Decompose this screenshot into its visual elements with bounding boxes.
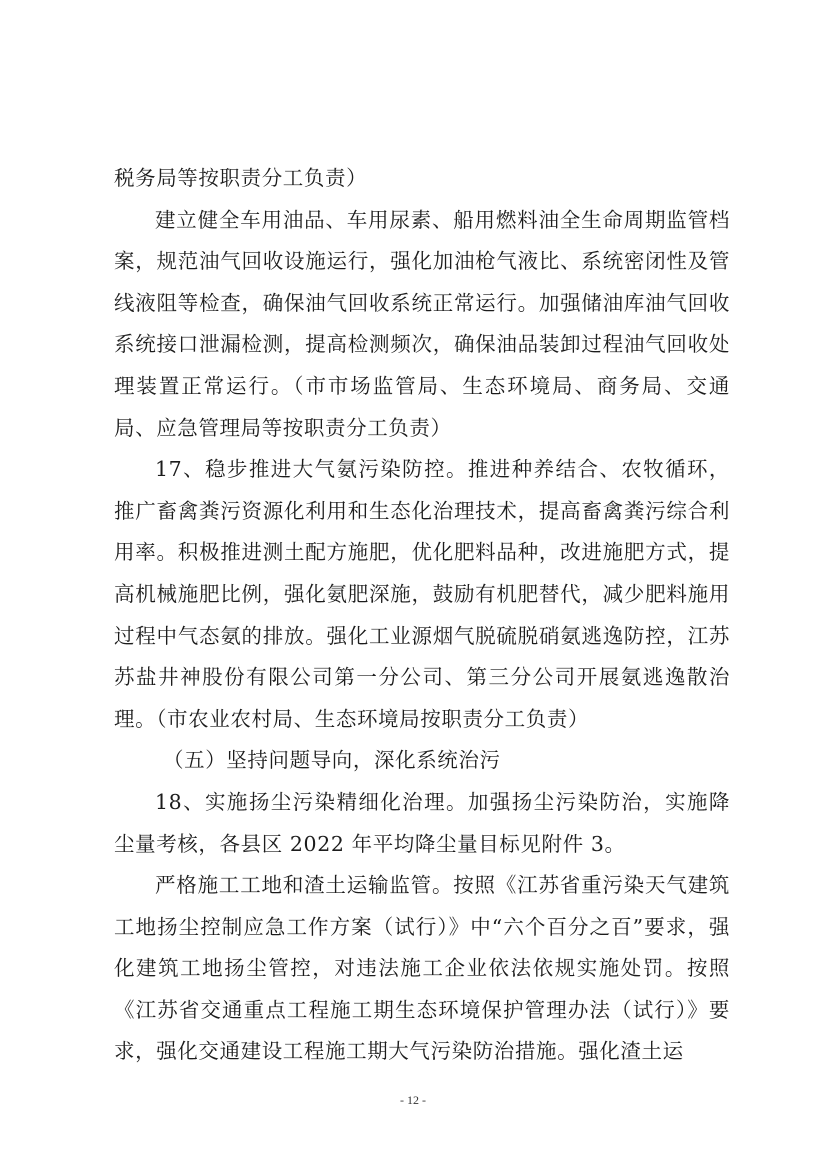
- document-body: [114, 158, 730, 1073]
- paragraph-item-17: 17、稳步推进大气氨污染防控。推进种养结合、农牧循环，推广畜禽粪污资源化利用和生态化治理技术，提高畜禽粪污综合利用率。积极推进测土配方施肥，优化肥料品种，改进施肥方式，提高机械施肥比例，强化氨肥深施，鼓励有机肥替代，减少肥料施用过程中气态氨的排放。强化工业源烟气脱硫脱硝氨逃逸防控，江苏苏盐井神股份有限公司第一分公司、第三分公司开展氨逃逸散治理。（市农业农村局、生态环境局按职责分工负责）: [114, 457, 730, 731]
- paragraph-construction-supervision: 严格施工工地和渣土运输监管。按照《江苏省重污染天气建筑工地扬尘控制应急工作方案（试行）》中“六个百分之百”要求，强化建筑工地扬尘管控，对违法施工企业依法依规实施处罚。按照《江苏省交通重点工程施工期生态环境保护管理办法（试行）》要求，强化交通建设工程施工期大气污染防治措施。强化渣土运: [114, 873, 730, 1064]
- page-number: - 12 -: [400, 1093, 426, 1107]
- paragraph-continuation: 税务局等按职责分工负责）: [114, 166, 368, 190]
- paragraph-item-18: 18、实施扬尘污染精细化治理。加强扬尘污染防治，实施降尘量考核，各县区 2022 年平均降尘量目标见附件 3。: [114, 789, 730, 856]
- section-heading-5: （五）坚持问题导向，深化系统治污: [163, 748, 501, 773]
- paragraph-oil-gas-recovery: 建立健全车用油品、车用尿素、船用燃料油全生命周期监管档案，规范油气回收设施运行，强化加油枪气液比、系统密闭性及管线液阻等检查，确保油气回收系统正常运行。加强储油库油气回收系统接口泄漏检测，提高检测频次，确保油品装卸过程油气回收处理装置正常运行。（市市场监管局、生态环境局、商务局、交通局、应急管理局等按职责分工负责）: [114, 207, 730, 440]
